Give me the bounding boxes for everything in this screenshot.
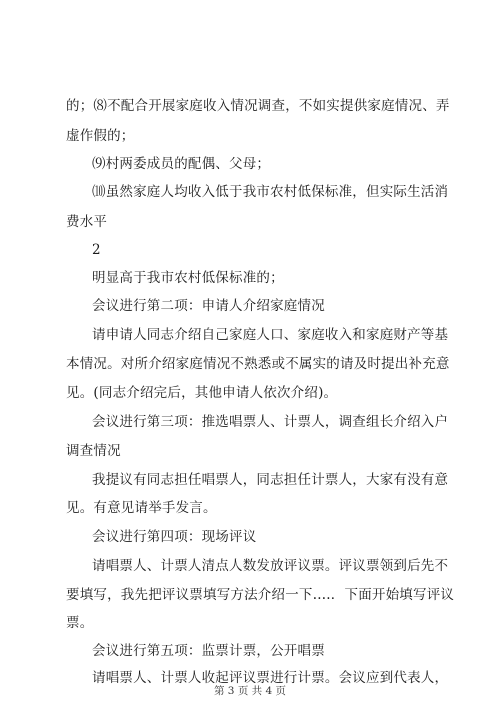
text-line: 虚作假的； [66,128,135,144]
page-footer: 第 3 页 共 4 页 [213,685,287,697]
section-heading: 会议进行第五项：监票计票，公开唱票 [92,643,325,659]
text-line: 的；⑻不配合开展家庭收入情况调查，不如实提供家庭情况、弄 [66,98,450,114]
page-number-in-text: 2 [92,242,101,258]
text-line: 票。 [66,615,94,631]
section-heading: 会议进行第二项：申请人介绍家庭情况 [92,298,325,314]
text-line: 我提议有同志担任唱票人，同志担任计票人，大家有没有意 [92,472,449,488]
section-heading: 会议进行第四项：现场评议 [92,529,257,545]
text-line: 要填写，我先把评议票填写方法介绍一下….．下面开始填写评议 [66,587,455,603]
text-line: ⑼村两委成员的配偶、父母； [92,156,271,172]
text-line: 本情况。对所介绍家庭情况不熟悉或不属实的请及时提出补充意 [66,356,450,372]
text-line: 见。(同志介绍完后，其他申请人依次介绍)。 [66,385,338,401]
text-line: 费水平 [66,214,108,230]
section-heading: 会议进行第三项：推选唱票人、计票人，调查组长介绍入户 [92,414,449,430]
text-line: 明显高于我市农村低保标准的； [92,270,284,286]
text-line: 调查情况 [66,443,121,459]
text-line: 请唱票人、计票人清点人数发放评议票。评议票领到后先不 [92,558,449,574]
text-line: 请申请人同志介绍自己家庭人口、家庭收入和家庭财产等基 [92,327,449,343]
text-line: 见。有意见请举手发言。 [66,500,217,516]
text-line: 请唱票人、计票人收起评议票进行计票。会议应到代表人， [92,670,449,686]
text-line: ⑽虽然家庭人均收入低于我市农村低保标准，但实际生活消 [92,184,449,200]
